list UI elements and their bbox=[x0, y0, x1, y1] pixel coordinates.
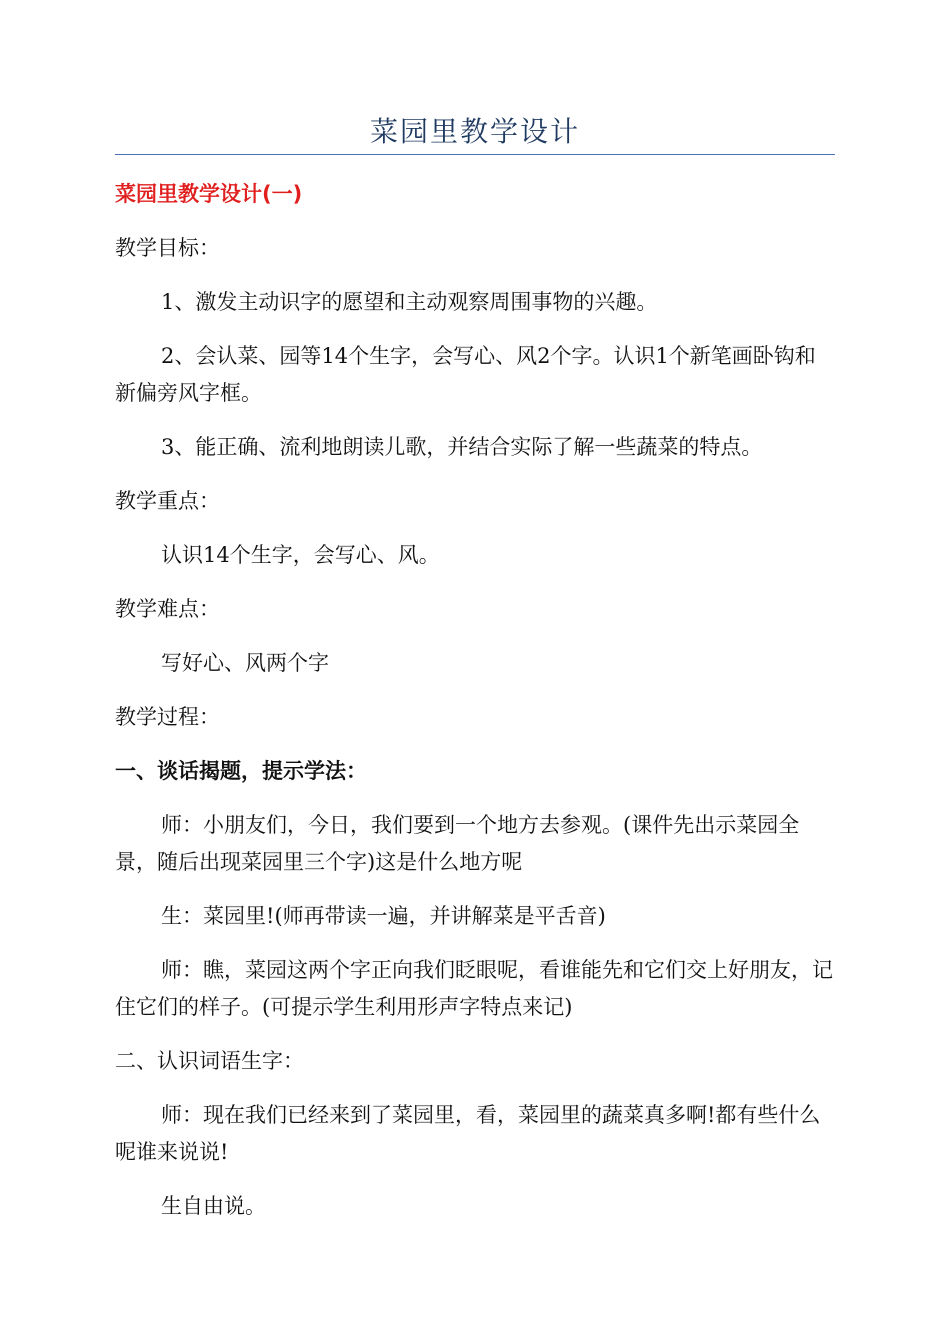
step-heading: 一、谈话揭题，提示学法： bbox=[115, 759, 367, 783]
document-title: 菜园里教学设计 bbox=[369, 115, 580, 148]
paragraph: 教学重点： bbox=[115, 489, 220, 513]
paragraph: 教学过程： bbox=[115, 705, 220, 729]
paragraph: 3、能正确、流利地朗读儿歌，并结合实际了解一些蔬菜的特点。 bbox=[161, 435, 763, 459]
paragraph: 教学目标： bbox=[115, 236, 220, 260]
paragraph: 生自由说。 bbox=[161, 1194, 266, 1218]
section-title: 菜园里教学设计(一) bbox=[115, 182, 303, 206]
paragraph: 教学难点： bbox=[115, 597, 220, 621]
paragraph: 生：菜园里!(师再带读一遍，并讲解菜是平舌音) bbox=[161, 904, 606, 928]
paragraph: 1、激发主动识字的愿望和主动观察周围事物的兴趣。 bbox=[161, 290, 658, 314]
paragraph: 师：现在我们已经来到了菜园里，看，菜园里的蔬菜真多啊!都有些什么呢谁来说说! bbox=[115, 1103, 821, 1164]
paragraph: 师：瞧，菜园这两个字正向我们眨眼呢，看谁能先和它们交上好朋友，记住它们的样子。(可提示学生利用形声字特点来记) bbox=[115, 958, 833, 1019]
paragraph: 2、会认菜、园等14个生字，会写心、风2个字。认识1个新笔画卧钩和新偏旁风字框。 bbox=[115, 344, 816, 405]
paragraph: 写好心、风两个字 bbox=[161, 651, 329, 675]
paragraph: 二、认识词语生字： bbox=[115, 1049, 304, 1073]
document-body bbox=[115, 176, 835, 1242]
paragraph: 认识14个生字，会写心、风。 bbox=[161, 543, 440, 567]
title-divider bbox=[115, 154, 835, 155]
paragraph: 师：小朋友们，今日，我们要到一个地方去参观。(课件先出示菜园全景，随后出现菜园里三个字)这是什么地方呢 bbox=[115, 813, 800, 874]
